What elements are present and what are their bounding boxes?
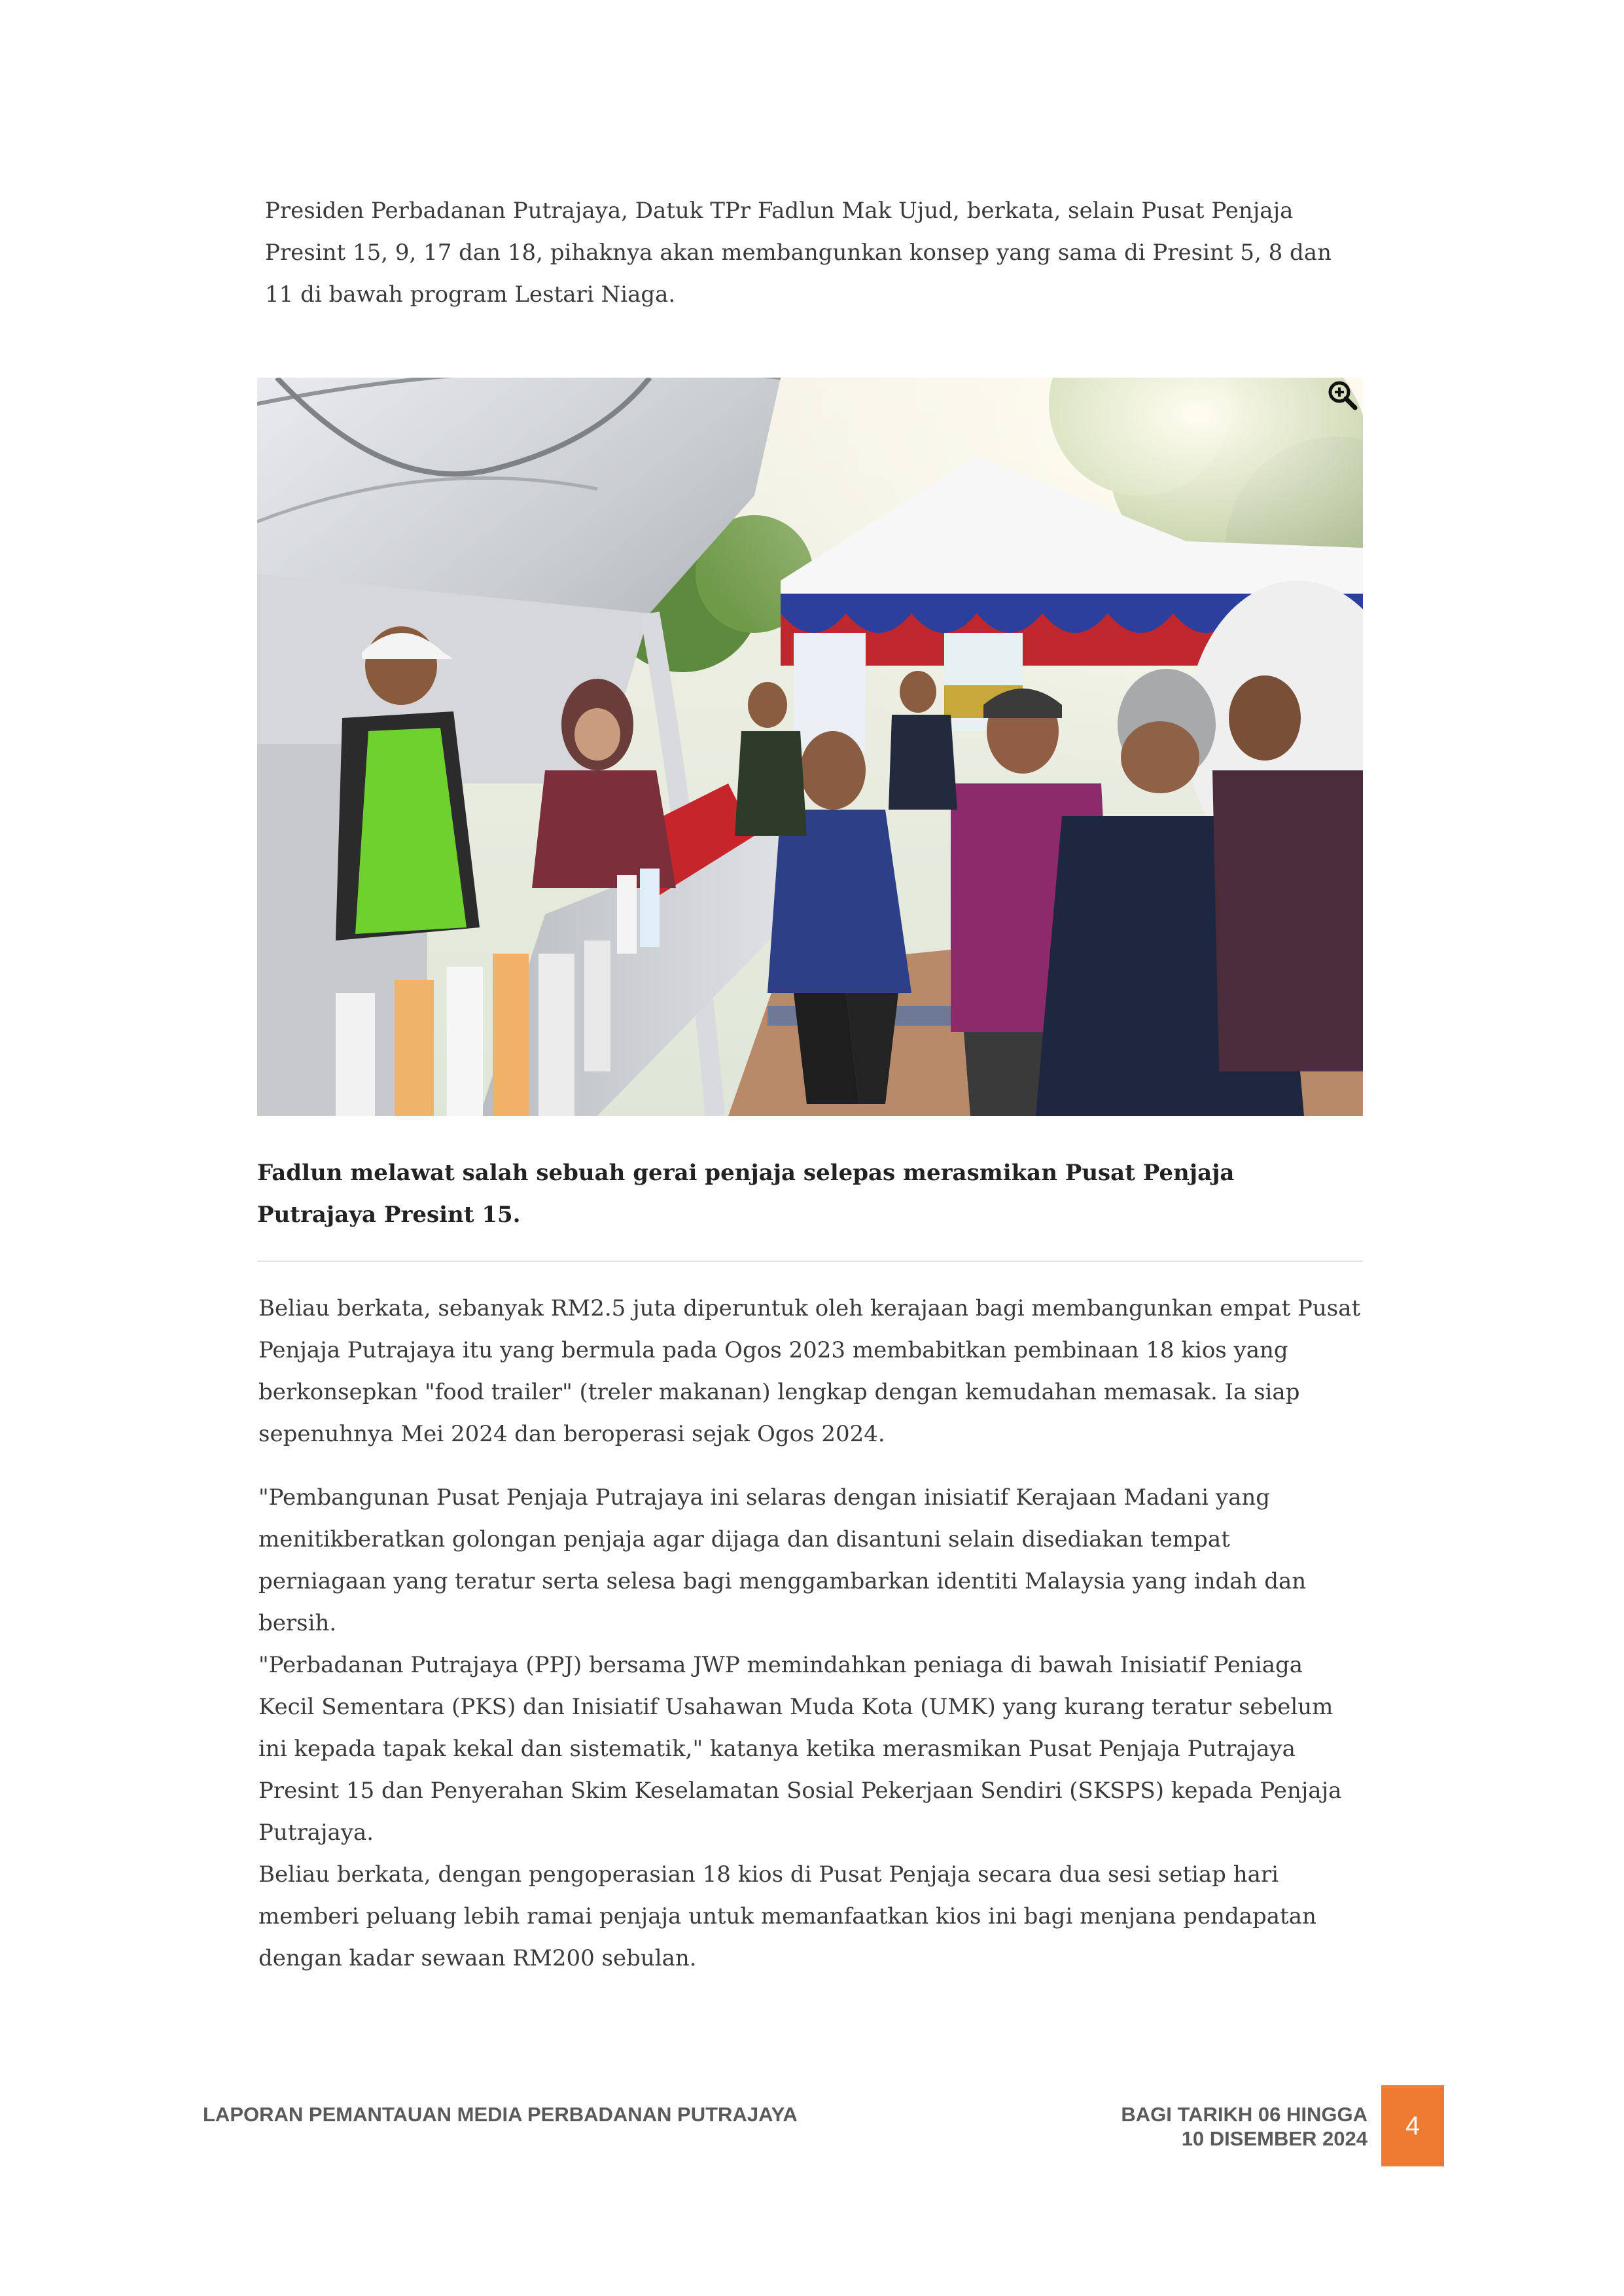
footer-date-range — [1121, 2102, 1368, 2151]
footer-report-title: LAPORAN PEMANTAUAN MEDIA PERBADANAN PUTRAJAYA — [203, 2103, 798, 2126]
paragraph-2: Beliau berkata, sebanyak RM2.5 juta diperuntuk oleh kerajaan bagi membangunkan empat Pusat Penjaja Putrajaya itu yang bermula pada Ogos 2023 membabitkan pembinaan 18 kios yang berkonsepkan "food trailer" (treler makanan) lengkap dengan kemudahan memasak. Ia siap sepenuhnya Mei 2024 dan beroperasi sejak Ogos 2024. — [258, 1295, 1361, 1447]
paragraph-1: Presiden Perbadanan Putrajaya, Datuk TPr Fadlun Mak Ujud, berkata, selain Pusat Penjaja Presint 15, 9, 17 dan 18, pihaknya akan membangunkan konsep yang sama di Presint 5, 8 dan 11 di bawah program Lestari Niaga. — [265, 198, 1332, 308]
article-photo[interactable] — [257, 378, 1363, 1116]
photo-caption: Fadlun melawat salah sebuah gerai penjaja selepas merasmikan Pusat Penjaja Putrajaya Presint 15. — [257, 1160, 1235, 1228]
footer-date-line-1: BAGI TARIKH 06 HINGGA — [1121, 2103, 1368, 2126]
caption-divider — [257, 1261, 1363, 1262]
footer-date-line-2: 10 DISEMBER 2024 — [1181, 2127, 1368, 2150]
page-number-badge: 4 — [1381, 2085, 1444, 2166]
zoom-in-icon[interactable] — [1326, 379, 1359, 412]
paragraph-5: Beliau berkata, dengan pengoperasian 18 kios di Pusat Penjaja secara dua sesi setiap hari memberi peluang lebih ramai penjaja untuk memanfaatkan kios ini bagi menjana pendapatan dengan kadar sewaan RM200 sebulan. — [258, 1861, 1316, 1971]
paragraph-4: "Perbadanan Putrajaya (PPJ) bersama JWP memindahkan peniaga di bawah Inisiatif Peniaga Kecil Sementara (PKS) dan Inisiatif Usahawan Muda Kota (UMK) yang kurang teratur sebelum ini kepada tapak kekal dan sistematik," katanya ketika merasmikan Pusat Penjaja Putrajaya Presint 15 dan Penyerahan Skim Keselamatan Sosial Pekerjaan Sendiri (SKSPS) kepada Penjaja Putrajaya. — [258, 1652, 1342, 1846]
paragraph-3: "Pembangunan Pusat Penjaja Putrajaya ini selaras dengan inisiatif Kerajaan Madani yang menitikberatkan golongan penjaja agar dijaga dan disantuni selain disediakan tempat perniagaan yang teratur serta selesa bagi menggambarkan identiti Malaysia yang indah dan bersih. — [258, 1484, 1307, 1636]
